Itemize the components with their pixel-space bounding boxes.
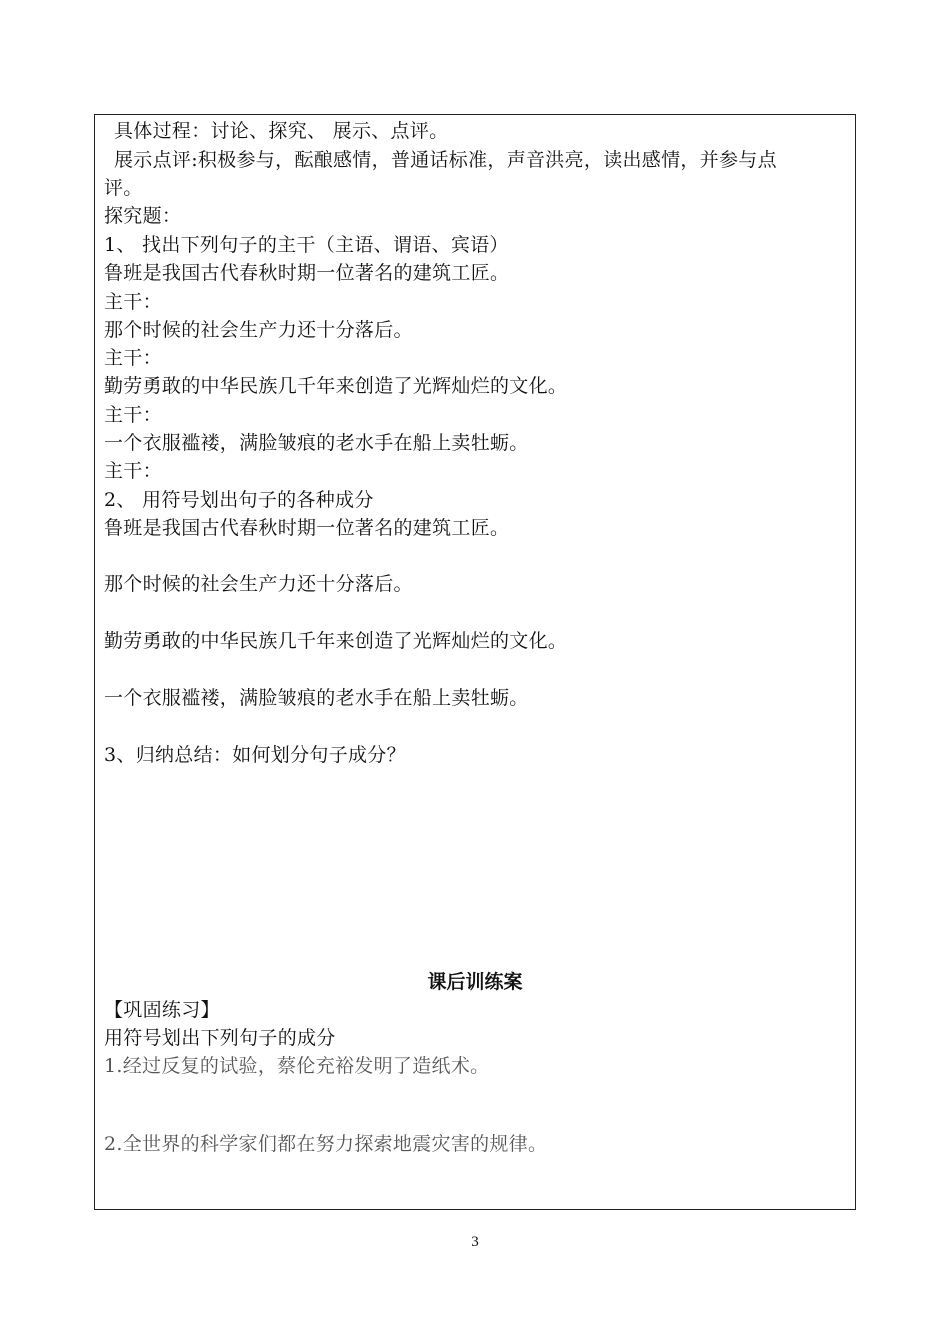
question-3-title: 3、归纳总结：如何划分句子成分？ <box>104 744 406 766</box>
review-text-line1: 展示点评:积极参与，酝酿感情，普通话标准，声音洪亮，读出感情，并参与点 <box>114 149 777 171</box>
page-number: 3 <box>471 1234 479 1250</box>
exploration-title: 探究题： <box>104 205 182 227</box>
trunk-label: 主干： <box>104 291 162 313</box>
trunk-label: 主干： <box>104 347 162 369</box>
question-2-title: 2、 用符号划出句子的各种成分 <box>104 489 374 511</box>
exercise-item: 2.全世界的科学家们都在努力探索地震灾害的规律。 <box>104 1133 548 1155</box>
q2-sentence: 那个时候的社会生产力还十分落后。 <box>104 573 413 595</box>
q2-sentence: 一个衣服褴褛，满脸皱痕的老水手在船上卖牡蛎。 <box>104 687 529 709</box>
consolidation-label: 【巩固练习】 <box>104 999 220 1021</box>
trunk-label: 主干： <box>104 404 162 426</box>
trunk-label: 主干： <box>104 460 162 482</box>
after-class-heading: 课后训练案 <box>427 971 523 993</box>
exercise-item: 1.经过反复的试验，蔡伦充裕发明了造纸术。 <box>104 1055 490 1077</box>
specific-process-text: 具体过程：讨论、探究、 展示、点评。 <box>114 120 449 142</box>
q2-sentence: 鲁班是我国古代春秋时期一位著名的建筑工匠。 <box>104 517 510 539</box>
q2-sentence: 勤劳勇敢的中华民族几千年来创造了光辉灿烂的文化。 <box>104 630 568 652</box>
q1-sentence: 鲁班是我国古代春秋时期一位著名的建筑工匠。 <box>104 262 510 284</box>
exercise-instruction: 用符号划出下列句子的成分 <box>104 1027 336 1049</box>
review-text-line2: 评。 <box>104 177 143 199</box>
question-1-title: 1、 找出下列句子的主干（主语、谓语、宾语） <box>104 234 509 256</box>
q1-sentence: 一个衣服褴褛，满脸皱痕的老水手在船上卖牡蛎。 <box>104 432 529 454</box>
q1-sentence: 勤劳勇敢的中华民族几千年来创造了光辉灿烂的文化。 <box>104 375 568 397</box>
q1-sentence: 那个时候的社会生产力还十分落后。 <box>104 319 413 341</box>
